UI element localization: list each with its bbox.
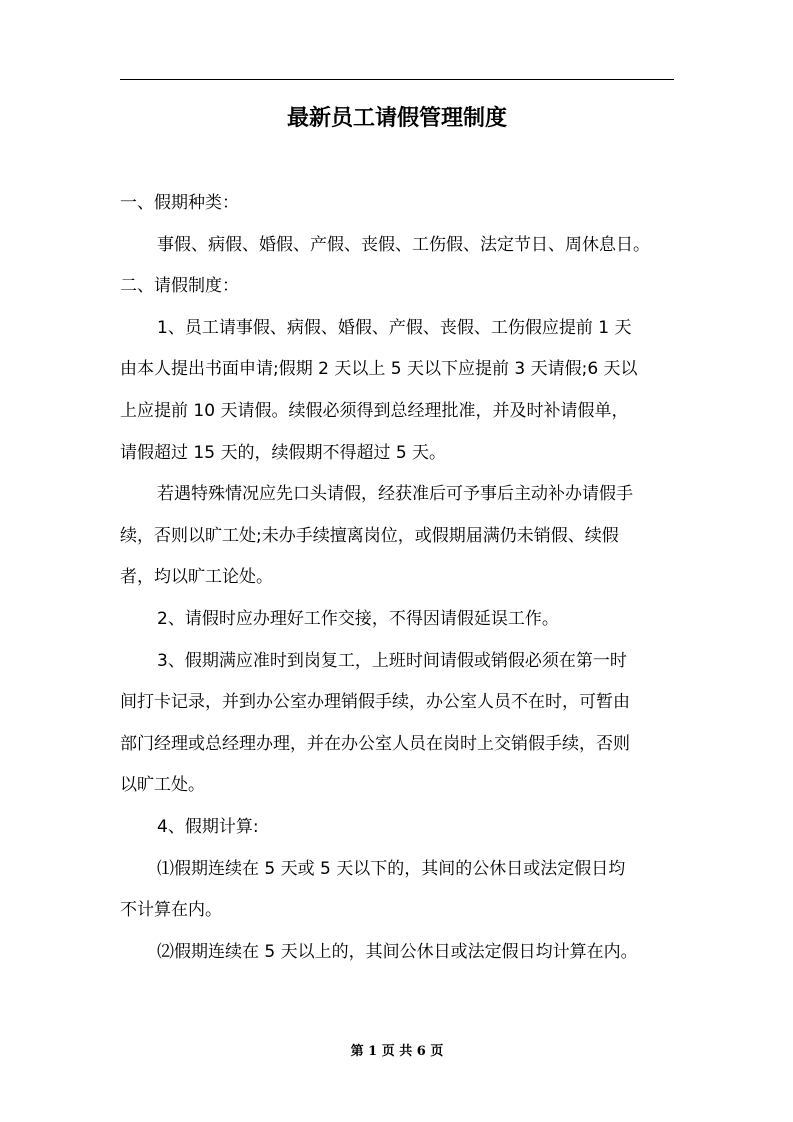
paragraph-line: 以旷工处。 [120, 775, 205, 796]
header-rule [120, 79, 674, 80]
paragraph-line: 不计算在内。 [120, 900, 222, 921]
paragraph-line: 3、假期满应准时到岗复工，上班时间请假或销假必须在第一时 [157, 650, 627, 671]
paragraph-line: 由本人提出书面申请;假期 2 天以上 5 天以下应提前 3 天请假;6 天以 [120, 359, 638, 380]
paragraph-line: 间打卡记录，并到办公室办理销假手续，办公室人员不在时，可暂由 [120, 692, 630, 713]
paragraph-line: 2、请假时应办理好工作交接，不得因请假延误工作。 [157, 608, 559, 629]
document-body [120, 183, 680, 973]
paragraph-line: ⑵假期连续在 5 天以上的，其间公休日或法定假日均计算在内。 [157, 941, 638, 962]
paragraph-line: 上应提前 10 天请假。续假必须得到总经理批准，并及时补请假单， [120, 400, 629, 421]
paragraph-line: 若遇特殊情况应先口头请假，经获准后可予事后主动补办请假手 [157, 484, 633, 505]
section-heading-leave-types: 一、假期种类： [120, 193, 239, 213]
document-title: 最新员工请假管理制度 [286, 106, 507, 131]
paragraph-line: ⑴假期连续在 5 天或 5 天以下的，其间的公休日或法定假日均 [157, 858, 626, 879]
paragraph-line: 请假超过 15 天的，续假期不得超过 5 天。 [120, 442, 447, 463]
paragraph-line: 部门经理或总经理办理，并在办公室人员在岗时上交销假手续，否则 [120, 733, 630, 754]
paragraph-line: 者，均以旷工论处。 [120, 567, 273, 588]
page-number-footer: 第 1 页 共 6 页 [350, 1044, 444, 1059]
paragraph-leave-types: 事假、病假、婚假、产假、丧假、工伤假、法定节日、周休息日。 [157, 234, 650, 255]
paragraph-line: 续，否则以旷工处;未办手续擅离岗位，或假期届满仍未销假、续假 [120, 525, 619, 546]
paragraph-line: 1、员工请事假、病假、婚假、产假、丧假、工伤假应提前 1 天 [157, 317, 632, 338]
section-heading-leave-rules: 二、请假制度： [120, 276, 239, 297]
subsection-heading-leave-calculation: 4、假期计算: [157, 816, 259, 837]
